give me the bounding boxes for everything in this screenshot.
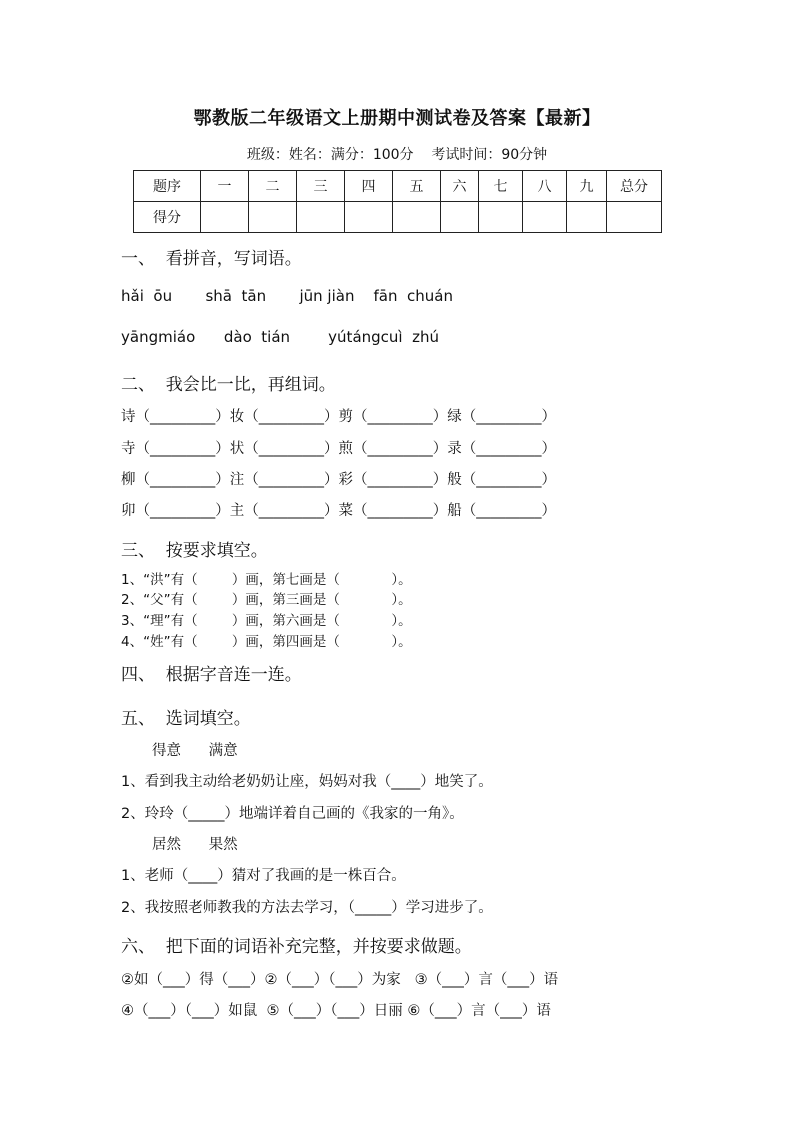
score-header-cell: 总分 [607, 171, 662, 202]
section-5-heading: 五、 选词填空。 [121, 709, 251, 729]
score-cell[interactable] [523, 202, 567, 233]
stroke-item-4: 4、“姓”有（ ）画，第四画是（ ）。 [121, 634, 412, 650]
score-header-cell: 六 [441, 171, 479, 202]
pinyin-line-1: hǎi ōu shā tān jūn jiàn fān chuán [121, 287, 453, 305]
section-4-heading: 四、 根据字音连一连。 [121, 665, 302, 685]
fill-question-4: 2、我按照老师教我的方法去学习，（_____）学习进步了。 [121, 900, 493, 916]
stroke-item-2: 2、“父”有（ ）画，第三画是（ ）。 [121, 592, 412, 608]
section-2-heading: 二、 我会比一比，再组词。 [121, 375, 336, 395]
score-header-cell: 二 [249, 171, 297, 202]
score-header-cell: 八 [523, 171, 567, 202]
section-1-heading: 一、 看拼音，写词语。 [121, 249, 302, 269]
score-cell[interactable] [249, 202, 297, 233]
score-cell[interactable] [201, 202, 249, 233]
compare-row-1: 诗（_________）妆（_________）剪（_________）绿（_________） [121, 409, 556, 425]
word-choices-1: 得意 满意 [152, 743, 238, 759]
section-3-heading: 三、 按要求填空。 [121, 541, 268, 561]
score-table-header-row [134, 171, 662, 202]
stroke-item-1: 1、“洪”有（ ）画，第七画是（ ）。 [121, 572, 412, 588]
score-header-cell: 九 [567, 171, 607, 202]
page-title: 鄂教版二年级语文上册期中测试卷及答案【最新】 [193, 108, 601, 129]
fill-question-3: 1、老师（____）猜对了我画的是一株百合。 [121, 868, 406, 884]
score-row-label: 得分 [134, 202, 201, 233]
fill-question-1: 1、看到我主动给老奶奶让座，妈妈对我（____）地笑了。 [121, 774, 493, 790]
compare-row-4: 卯（_________）主（_________）菜（_________）船（_________） [121, 503, 556, 519]
compare-row-2: 寺（_________）状（_________）煎（_________）录（_________） [121, 441, 556, 457]
exam-info: 班级：姓名：满分：100分 考试时间：90分钟 [246, 147, 548, 163]
idiom-line-2: ④（___）（___）如鼠 ⑤（___）（___）日丽 ⑥（___）言（___）语 [121, 1003, 551, 1019]
score-table [133, 170, 662, 233]
compare-row-3: 柳（_________）注（_________）彩（_________）般（_________） [121, 472, 556, 488]
pinyin-line-2: yāngmiáo dào tián yútángcuì zhú [121, 328, 440, 346]
score-table-score-row [134, 202, 662, 233]
score-cell[interactable] [345, 202, 393, 233]
stroke-item-3: 3、“理”有（ ）画，第六画是（ ）。 [121, 613, 412, 629]
score-header-cell: 三 [297, 171, 345, 202]
score-cell[interactable] [297, 202, 345, 233]
score-cell[interactable] [393, 202, 441, 233]
score-header-cell: 五 [393, 171, 441, 202]
score-cell[interactable] [607, 202, 662, 233]
section-6-heading: 六、 把下面的词语补充完整，并按要求做题。 [121, 937, 472, 957]
score-cell[interactable] [479, 202, 523, 233]
score-cell[interactable] [441, 202, 479, 233]
score-header-cell: 七 [479, 171, 523, 202]
idiom-line-1: ②如（___）得（___）②（___）（___）为家 ③（___）言（___）语 [121, 972, 559, 988]
word-choices-2: 居然 果然 [152, 837, 238, 853]
score-header-cell: 四 [345, 171, 393, 202]
score-header-cell: 一 [201, 171, 249, 202]
fill-question-2: 2、玲玲（_____）地端详着自己画的《我家的一角》。 [121, 806, 464, 822]
score-cell[interactable] [567, 202, 607, 233]
score-header-cell: 题序 [134, 171, 201, 202]
